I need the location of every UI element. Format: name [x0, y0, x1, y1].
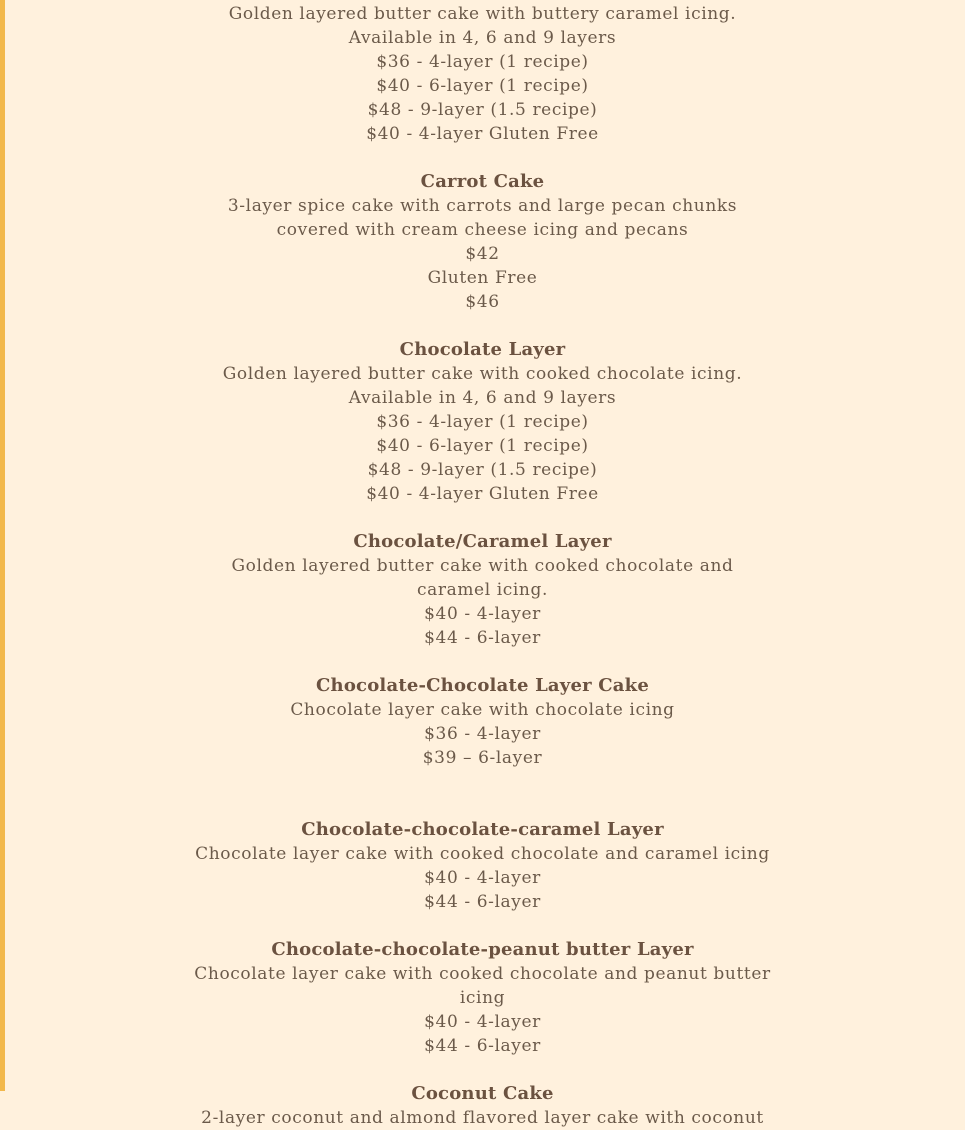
item-price: $36 - 4-layer (1 recipe): [376, 52, 589, 72]
item-price: $36 - 4-layer: [424, 724, 541, 744]
menu-item-chocolate-caramel-layer: [193, 530, 773, 650]
item-title: Chocolate-Chocolate Layer Cake: [316, 675, 649, 696]
item-title: Chocolate-chocolate-caramel Layer: [301, 819, 664, 840]
item-title: Chocolate Layer: [399, 339, 566, 360]
item-description: Golden layered butter cake with buttery caramel icing. Available in 4, 6 and 9 layers: [228, 4, 737, 48]
item-price: $44 - 6-layer: [424, 892, 541, 912]
menu-item-chocolate-layer: [193, 338, 773, 506]
item-title: Carrot Cake: [420, 171, 545, 192]
menu-item-caramel-layer: [193, 0, 773, 146]
spacer: [0, 314, 965, 338]
menu-item-chocolate-chocolate-caramel-layer: [193, 818, 773, 914]
item-title: Chocolate-chocolate-peanut butter Layer: [271, 939, 694, 960]
item-price: $42: [465, 244, 500, 264]
menu-item-coconut-cake: [193, 1082, 773, 1130]
item-description: 2-layer coconut and almond flavored layer cake with coconut: [201, 1108, 764, 1128]
spacer: [0, 770, 965, 818]
spacer: [0, 146, 965, 170]
spacer: [0, 914, 965, 938]
item-price: $40 - 6-layer (1 recipe): [376, 76, 589, 96]
item-title: Coconut Cake: [411, 1083, 554, 1104]
item-price: Gluten Free: [427, 268, 538, 288]
item-description: Chocolate layer cake with cooked chocolate and caramel icing: [195, 844, 770, 864]
item-price: $44 - 6-layer: [424, 1036, 541, 1056]
menu-item-carrot-cake: [193, 170, 773, 314]
item-price: $40 - 4-layer: [424, 1012, 541, 1032]
item-price: $46: [465, 292, 500, 312]
spacer: [0, 506, 965, 530]
item-price: $40 - 4-layer: [424, 868, 541, 888]
menu-item-chocolate-chocolate-peanut-butter-layer: [193, 938, 773, 1058]
item-price: $39 – 6-layer: [422, 748, 543, 768]
item-description: Golden layered butter cake with cooked chocolate and caramel icing.: [231, 556, 734, 600]
item-price: $40 - 4-layer Gluten Free: [366, 484, 599, 504]
item-title: Chocolate/Caramel Layer: [353, 531, 612, 552]
item-description: Chocolate layer cake with cooked chocolate and peanut butter icing: [194, 964, 771, 1008]
item-price: $36 - 4-layer (1 recipe): [376, 412, 589, 432]
spacer: [0, 650, 965, 674]
item-price: $44 - 6-layer: [424, 628, 541, 648]
item-price: $48 - 9-layer (1.5 recipe): [367, 100, 598, 120]
item-price: $48 - 9-layer (1.5 recipe): [367, 460, 598, 480]
item-price: $40 - 4-layer Gluten Free: [366, 124, 599, 144]
item-price: $40 - 4-layer: [424, 604, 541, 624]
item-description: Golden layered butter cake with cooked chocolate icing. Available in 4, 6 and 9 layers: [222, 364, 743, 408]
spacer: [0, 1058, 965, 1082]
item-description: 3-layer spice cake with carrots and large pecan chunks covered with cream cheese icing and pecans: [227, 196, 738, 240]
item-description: Chocolate layer cake with chocolate icing: [290, 700, 675, 720]
menu-item-chocolate-chocolate-layer-cake: [193, 674, 773, 770]
item-price: $40 - 6-layer (1 recipe): [376, 436, 589, 456]
